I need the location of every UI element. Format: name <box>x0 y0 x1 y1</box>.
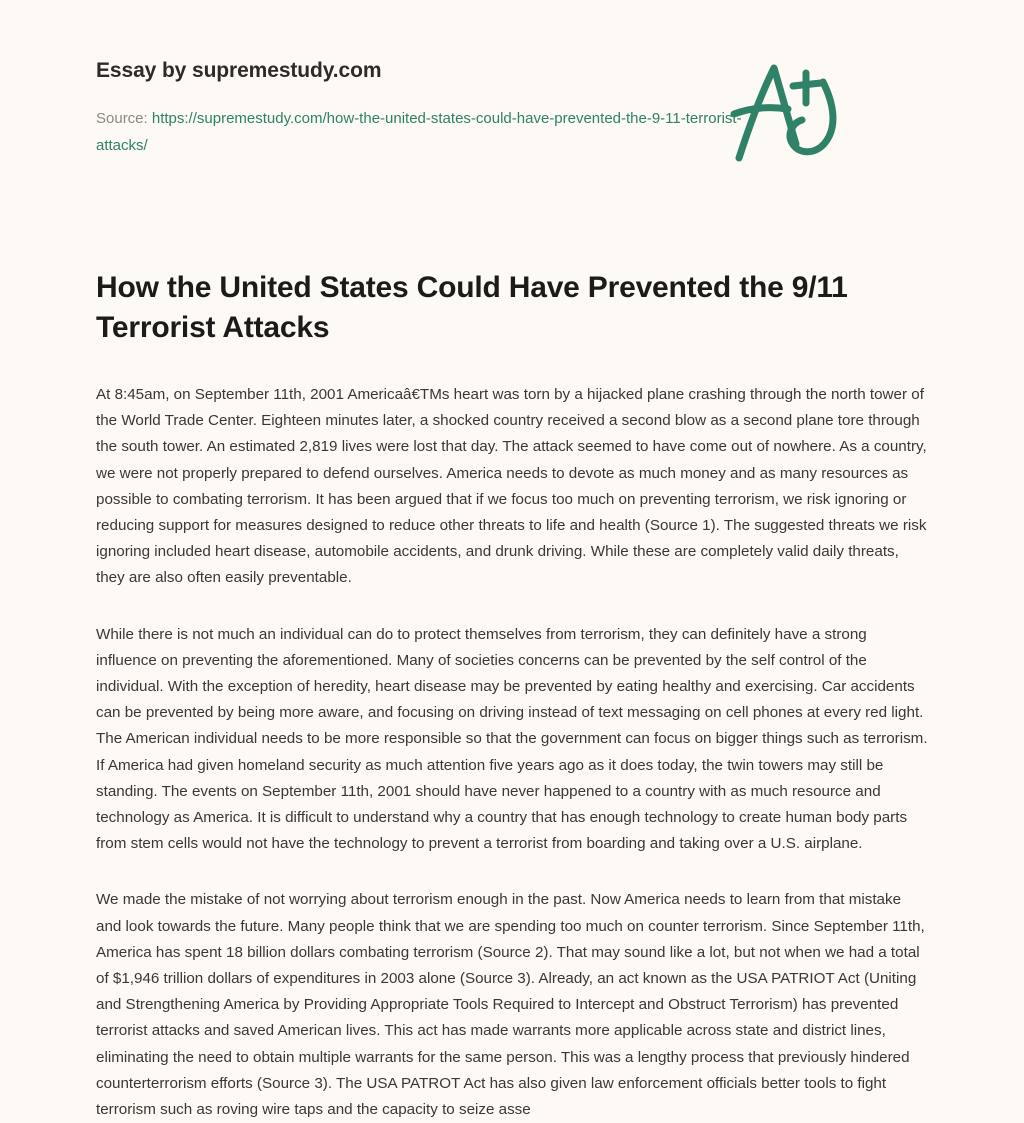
document-header <box>96 0 928 176</box>
body-paragraph: While there is not much an individual can do to protect themselves from terrorism, they can definitely have a strong influence on preventing the aforementioned. Many of societies concerns can be prevented by the self control of the individual. With the exception of heredity, heart disease may be prevented by eating healthy and exercising. Car accidents can be prevented by being more aware, and focusing on driving instead of text messaging on cell phones at every red light. The American individual needs to be more responsible so that the government can focus on bigger things such as terrorism. If America had given homeland security as much attention five years ago as it does today, the twin towers may still be standing. The events on September 11th, 2001 should have never happened to a country with as much resource and technology as America. It is difficult to understand why a country that has enough technology to create human body parts from stem cells would not have the technology to prevent a terrorist from boarding and taking over a U.S. airplane. <box>96 625 928 853</box>
source-url-link[interactable]: https://supremestudy.com/how-the-united-states-could-have-prevented-the-9-11-terrorist-attacks/ <box>96 110 742 155</box>
source-line <box>96 105 776 159</box>
article-body <box>96 382 928 1123</box>
page-title: How the United States Could Have Prevented the 9/11 Terrorist Attacks <box>96 271 848 344</box>
body-paragraph: We made the mistake of not worrying about terrorism enough in the past. Now America needs to learn from that mistake and look towards the future. Many people think that we are spending too much on counter terrorism. Since September 11th, America has spent 18 billion dollars combating terrorism (Source 2). That may sound like a lot, but not when we had a total of $1,946 trillion dollars of expenditures in 2003 alone (Source 3). Already, an act known as the USA PATRIOT Act (Uniting and Strengthening America by Providing Appropriate Tools Required to Intercept and Obstruct Terrorism) has prevented terrorist attacks and saved American lives. This act has made warrants more applicable across state and district lines, eliminating the need to obtain multiple warrants for the same person. This was a lengthy process that previously hindered counterterrorism efforts (Source 3). The USA PATROT Act has also given law enforcement officials better tools to fight terrorism such as roving wire taps and the capacity to seize asse <box>96 891 925 1119</box>
body-paragraph: At 8:45am, on September 11th, 2001 Americaâ€TMs heart was torn by a hijacked plane crashing through the north tower of the World Trade Center. Eighteen minutes later, a shocked country received a second blow as a second plane tore through the south tower. An estimated 2,819 lives were lost that day. The attack seemed to have come out of nowhere. As a country, we were not properly prepared to defend ourselves. America needs to devote as much money and as many resources as possible to combating terrorism. It has been argued that if we focus too much on preventing terrorism, we risk ignoring or reducing support for measures designed to reduce other threats to life and health (Source 1). The suggested threats we risk ignoring included heart disease, automobile accidents, and drunk driving. While these are completely valid daily threats, they are also often easily preventable. <box>96 386 927 587</box>
source-label: Source: <box>96 110 148 128</box>
a-plus-logo-icon <box>722 52 842 164</box>
brand-line: Essay by supremestudy.com <box>96 59 382 82</box>
